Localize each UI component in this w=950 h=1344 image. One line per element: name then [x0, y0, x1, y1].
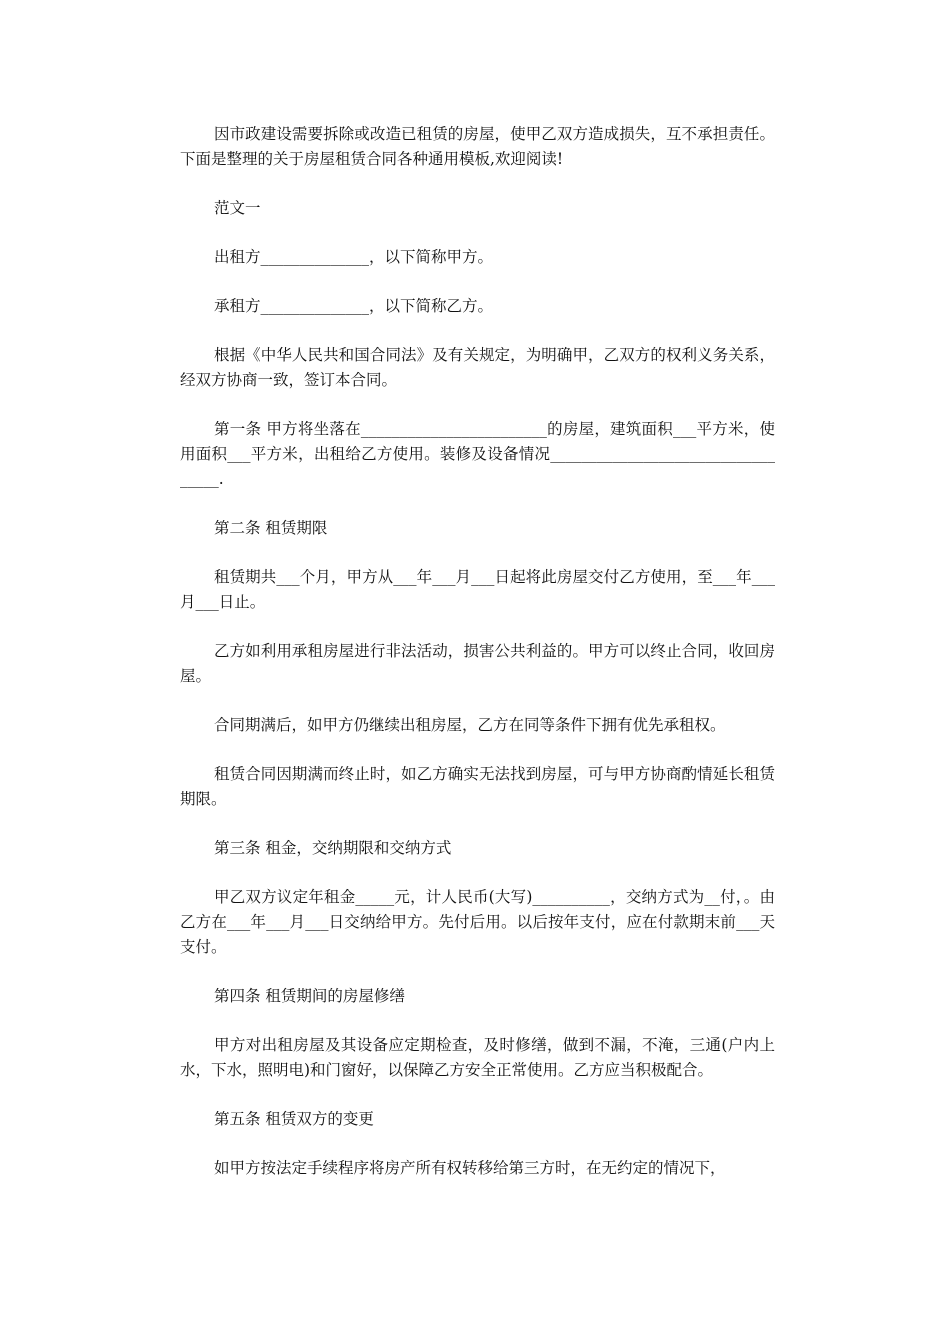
preamble-paragraph: 根据《中华人民共和国合同法》及有关规定，为明确甲，乙双方的权利义务关系，经双方协商一致，签订本合同。 — [180, 346, 775, 389]
article-3-heading: 第三条 租金，交纳期限和交纳方式 — [214, 839, 452, 857]
sample-heading: 范文一 — [214, 199, 261, 217]
article-1-paragraph: 第一条 甲方将坐落在________________________的房屋，建筑面积___平方米，使用面积___平方米，出租给乙方使用。装修及设备情况__________________________________. — [180, 420, 775, 488]
lessor-line: 出租方______________，以下简称甲方。 — [214, 248, 494, 266]
intro-paragraph: 因市政建设需要拆除或改造已租赁的房屋，使甲乙双方造成损失，互不承担责任。下面是整理的关于房屋租赁合同各种通用模板,欢迎阅读! — [180, 125, 775, 168]
article-2-heading: 第二条 租赁期限 — [214, 519, 328, 537]
repair-paragraph: 甲方对出租房屋及其设备应定期检查，及时修缮，做到不漏，不淹，三通(户内上水，下水，照明电)和门窗好，以保障乙方安全正常使用。乙方应当积极配合。 — [180, 1036, 775, 1079]
extension-paragraph: 租赁合同因期满而终止时，如乙方确实无法找到房屋，可与甲方协商酌情延长租赁期限。 — [180, 765, 775, 808]
ownership-transfer-paragraph: 如甲方按法定手续程序将房产所有权转移给第三方时，在无约定的情况下， — [214, 1159, 726, 1177]
lessee-line: 承租方______________，以下简称乙方。 — [214, 297, 494, 315]
illegal-use-paragraph: 乙方如利用承租房屋进行非法活动，损害公共利益的。甲方可以终止合同，收回房屋。 — [180, 642, 775, 685]
article-4-heading: 第四条 租赁期间的房屋修缮 — [214, 987, 405, 1005]
rent-payment-paragraph: 甲乙双方议定年租金_____元，计人民币(大写)__________，交纳方式为__付，。由乙方在___年___月___日交纳给甲方。先付后用。以后按年支付，应在付款期末前___天支付。 — [180, 888, 775, 956]
lease-term-paragraph: 租赁期共___个月，甲方从___年___月___日起将此房屋交付乙方使用，至___年___月___日止。 — [180, 568, 775, 611]
document-body — [180, 122, 775, 1205]
priority-renewal-paragraph: 合同期满后，如甲方仍继续出租房屋，乙方在同等条件下拥有优先承租权。 — [214, 716, 726, 734]
article-5-heading: 第五条 租赁双方的变更 — [214, 1110, 374, 1128]
